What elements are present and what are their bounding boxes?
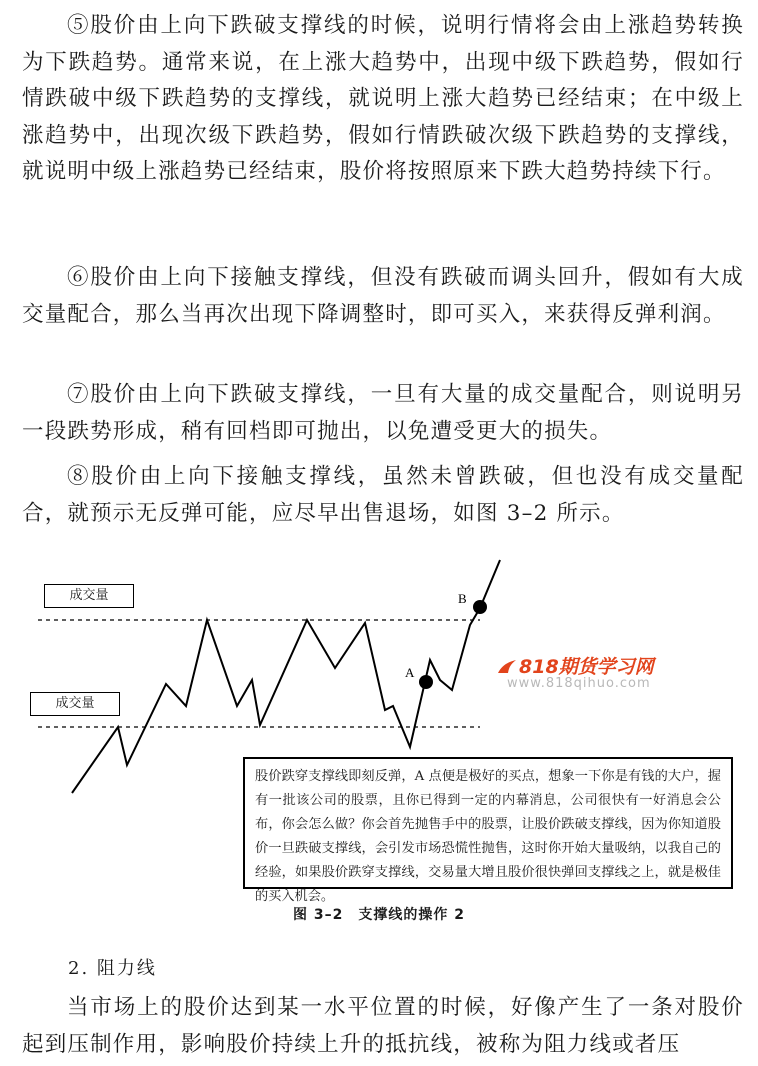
point-b-label: B [458, 591, 467, 606]
paragraph-6: ⑥股价由上向下接触支撑线，但没有跌破而调头回升，假如有大成交量配合，那么当再次出现下降调整时，即可买入，来获得反弹利润。 [22, 265, 744, 327]
point-b-marker [473, 600, 487, 614]
point-a-marker [419, 675, 433, 689]
paragraph-7: ⑦股价由上向下跌破支撑线，一旦有大量的成交量配合，则说明另一段跌势形成，稍有回档即可抛出，以免遭受更大的损失。 [22, 382, 744, 444]
flame-icon [497, 659, 517, 675]
section-heading: 2. 阻力线 [68, 958, 157, 979]
paragraph-5: ⑤股价由上向下跌破支撑线的时候，说明行情将会由上涨趋势转换为下跌趋势。通常来说，在上涨大趋势中，出现中级下跌趋势，假如行情跌破中级下跌趋势的支撑线，就说明上涨大趋势已经结束；在中级上涨趋势中，出现次级下跌趋势，假如行情跌破次级下跌趋势的支撑线，就说明中级上涨趋势已经结束，股价将按照原来下跌大趋势持续下行。 [22, 13, 744, 184]
paragraph-8: ⑧股价由上向下接触支撑线，虽然未曾跌破，但也没有成交量配合，就预示无反弹可能，应尽早出售退场，如图 3–2 所示。 [22, 464, 744, 526]
watermark-logo [497, 652, 654, 679]
watermark-logo-text: 818期货学习网 [519, 656, 654, 678]
figure-caption: 图 3–2 支撑线的操作 2 [293, 907, 465, 923]
figure-note-box: 股价跌穿支撑线即刻反弹，A 点便是极好的买点，想象一下你是有钱的大户，握有一批该公司的股票，且你已得到一定的内幕消息，公司很快有一好消息会公布，你会怎么做？你会首先抛售手中的股票，让股价跌破支撑线，因为你知道股价一旦跌破支撑线，会引发市场恐慌性抛售，这时你开始大量吸纳，以我自己的经验，如果股价跌穿支撑线，交易量大增且股价很快弹回支撑线之上，就是极佳的买入机会。 [243, 757, 733, 889]
volume-label-lower: 成交量 [30, 692, 120, 716]
point-a-label: A [405, 665, 415, 680]
section-paragraph: 当市场上的股价达到某一水平位置的时候，好像产生了一条对股价起到压制作用，影响股价持续上升的抵抗线，被称为阻力线或者压 [22, 995, 744, 1057]
volume-label-upper: 成交量 [44, 584, 134, 608]
watermark-url: www.818qihuo.com [507, 676, 651, 691]
